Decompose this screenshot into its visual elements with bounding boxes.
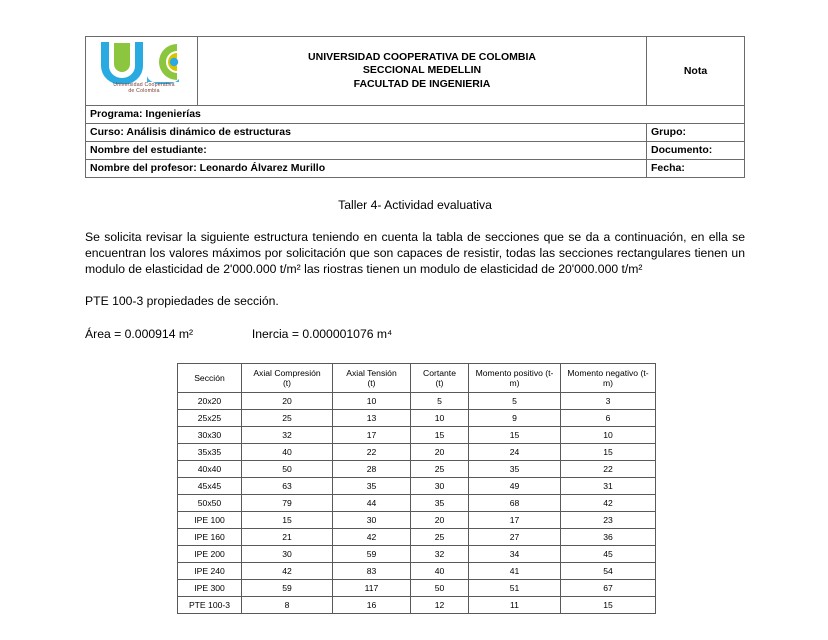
sections-table-header-row [178,364,656,393]
cell-momento-positivo: 11 [469,597,561,614]
cell-momento-negativo: 45 [561,546,656,563]
col-header-momento-positivo [469,364,561,393]
col-header-axial-compresion [242,364,333,393]
curso-label: Curso: Análisis dinámico de estructuras [90,126,291,138]
cell-seccion: 50x50 [178,495,242,512]
grupo-label: Grupo: [651,126,686,138]
table-row [178,427,656,444]
section-properties [85,327,745,341]
profesor-label: Nombre del profesor: Leonardo Álvarez Murillo [90,162,326,174]
university-title-cell [198,37,647,106]
grupo-field [647,124,745,142]
col-header-momento-negativo-line1: Momento negativo (t-m) [567,367,649,389]
cell-seccion: 30x30 [178,427,242,444]
cell-axial-tension: 22 [333,444,411,461]
university-branch: SECCIONAL MEDELLIN [362,64,482,77]
cell-axial-compresion: 40 [242,444,333,461]
nota-cell [647,37,745,106]
cell-momento-negativo: 36 [561,529,656,546]
cell-seccion: IPE 300 [178,580,242,597]
header-row-programa [86,106,745,124]
cell-seccion: 40x40 [178,461,242,478]
cell-axial-compresion: 50 [242,461,333,478]
cell-seccion: IPE 240 [178,563,242,580]
cell-momento-negativo: 15 [561,444,656,461]
cell-axial-compresion: 63 [242,478,333,495]
col-header-cortante-line2: (t) [435,378,444,389]
table-row [178,546,656,563]
programa-label: Programa: Ingenierías [90,108,201,120]
cell-cortante: 40 [411,563,469,580]
logo-caption-line1: Universidad Cooperativa [113,82,175,88]
cell-cortante: 35 [411,495,469,512]
cell-cortante: 5 [411,393,469,410]
sections-table-wrapper [85,363,745,614]
cell-seccion: PTE 100-3 [178,597,242,614]
col-header-axial-tension-line1: Axial Tensión [346,367,397,378]
header-row-estudiante [86,142,745,160]
nota-label: Nota [683,65,708,77]
col-header-axial-tension [333,364,411,393]
document-header-table [85,36,745,178]
cell-momento-negativo: 22 [561,461,656,478]
university-name: UNIVERSIDAD COOPERATIVA DE COLOMBIA [308,50,536,63]
cell-axial-tension: 59 [333,546,411,563]
cell-momento-negativo: 31 [561,478,656,495]
logo-caption-line2: de Colombia [128,88,160,95]
cell-momento-negativo: 42 [561,495,656,512]
cell-cortante: 10 [411,410,469,427]
cell-seccion: IPE 100 [178,512,242,529]
table-row [178,529,656,546]
document-page [85,36,745,614]
cell-cortante: 12 [411,597,469,614]
cell-momento-positivo: 68 [469,495,561,512]
cell-seccion: IPE 160 [178,529,242,546]
cell-axial-compresion: 21 [242,529,333,546]
col-header-axial-tension-line2: (t) [367,378,376,389]
cell-momento-positivo: 41 [469,563,561,580]
cell-momento-negativo: 10 [561,427,656,444]
cell-cortante: 32 [411,546,469,563]
cell-axial-tension: 42 [333,529,411,546]
cell-cortante: 30 [411,478,469,495]
cell-axial-compresion: 59 [242,580,333,597]
col-header-cortante [411,364,469,393]
cell-seccion: IPE 200 [178,546,242,563]
cell-momento-positivo: 35 [469,461,561,478]
cell-momento-positivo: 24 [469,444,561,461]
cell-momento-negativo: 54 [561,563,656,580]
sections-table [177,363,656,614]
cell-momento-negativo: 3 [561,393,656,410]
university-faculty: FACULTAD DE INGENIERIA [353,77,491,90]
cell-momento-positivo: 51 [469,580,561,597]
cell-momento-positivo: 49 [469,478,561,495]
cell-seccion: 45x45 [178,478,242,495]
cell-momento-negativo: 15 [561,597,656,614]
cell-momento-positivo: 34 [469,546,561,563]
cell-axial-tension: 35 [333,478,411,495]
table-row [178,495,656,512]
cell-axial-compresion: 25 [242,410,333,427]
table-row [178,563,656,580]
intro-paragraph: Se solicita revisar la siguiente estructura teniendo en cuenta la tabla de secciones que se da a continuación, en ella se encuentran los valores máximos por solicitación que son capaces de resistir, todas las secciones rectangulares tienen un modulo de elasticidad de 2'000.000 t/m² las riostras tienen un modulo de elasticidad de 20'000.000 t/m² [85,230,745,276]
cell-momento-positivo: 5 [469,393,561,410]
estudiante-field [86,142,647,160]
page-title: Taller 4- Actividad evaluativa [338,198,492,212]
table-row [178,461,656,478]
cell-axial-compresion: 79 [242,495,333,512]
cell-seccion: 35x35 [178,444,242,461]
header-row-curso [86,124,745,142]
col-header-seccion-line1: Sección [194,372,225,383]
cell-momento-positivo: 9 [469,410,561,427]
cell-axial-tension: 17 [333,427,411,444]
col-header-seccion [178,364,242,393]
logo-cell [86,37,198,106]
cell-axial-tension: 117 [333,580,411,597]
cell-seccion: 25x25 [178,410,242,427]
cell-momento-positivo: 17 [469,512,561,529]
col-header-axial-compresion-line2: (t) [282,378,292,389]
cell-axial-tension: 13 [333,410,411,427]
ucc-logo-icon [95,40,185,84]
table-row [178,393,656,410]
table-row [178,597,656,614]
table-row [178,410,656,427]
properties-heading: PTE 100-3 propiedades de sección. [85,294,279,309]
table-row [178,580,656,597]
cell-axial-tension: 28 [333,461,411,478]
col-header-axial-compresion-line1: Axial Compresión [253,367,321,378]
cell-momento-positivo: 15 [469,427,561,444]
cell-axial-compresion: 42 [242,563,333,580]
inertia-value: Inercia = 0.000001076 m⁴ [251,327,393,342]
fecha-field [647,160,745,178]
cell-axial-compresion: 20 [242,393,333,410]
cell-cortante: 20 [411,512,469,529]
profesor-field [86,160,647,178]
header-title-row [86,37,745,106]
col-header-cortante-line1: Cortante [423,367,456,378]
logo-caption [94,82,194,95]
cell-axial-compresion: 32 [242,427,333,444]
fecha-label: Fecha: [651,162,685,174]
cell-cortante: 20 [411,444,469,461]
cell-cortante: 25 [411,529,469,546]
cell-cortante: 15 [411,427,469,444]
cell-axial-compresion: 15 [242,512,333,529]
programa-field [86,106,745,124]
cell-axial-tension: 83 [333,563,411,580]
col-header-momento-negativo [561,364,656,393]
documento-label: Documento: [651,144,713,156]
documento-field [647,142,745,160]
cell-seccion: 20x20 [178,393,242,410]
cell-momento-negativo: 23 [561,512,656,529]
cell-momento-negativo: 6 [561,410,656,427]
table-row [178,444,656,461]
area-value: Área = 0.000914 m² [85,327,194,342]
cell-cortante: 50 [411,580,469,597]
cell-cortante: 25 [411,461,469,478]
cell-momento-negativo: 67 [561,580,656,597]
cell-axial-compresion: 30 [242,546,333,563]
curso-field [86,124,647,142]
header-row-profesor [86,160,745,178]
col-header-momento-positivo-line1: Momento positivo (t-m) [475,367,554,389]
cell-axial-tension: 30 [333,512,411,529]
cell-axial-tension: 16 [333,597,411,614]
table-row [178,512,656,529]
sections-table-body [178,393,656,614]
table-row [178,478,656,495]
cell-axial-tension: 10 [333,393,411,410]
cell-axial-compresion: 8 [242,597,333,614]
cell-momento-positivo: 27 [469,529,561,546]
cell-axial-tension: 44 [333,495,411,512]
estudiante-label: Nombre del estudiante: [90,144,207,156]
